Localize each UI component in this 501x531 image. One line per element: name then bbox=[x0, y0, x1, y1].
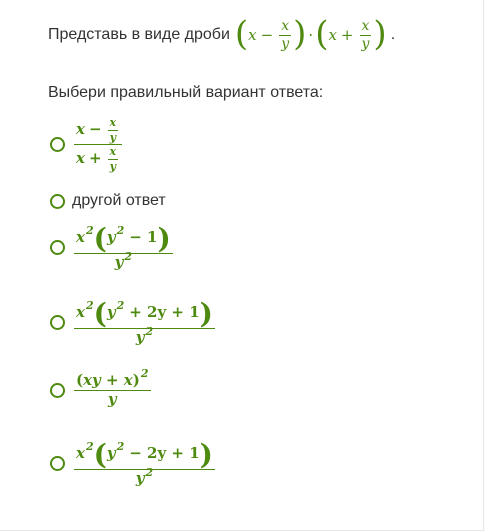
option-2-label: другой ответ bbox=[72, 192, 166, 209]
answer-option-3[interactable] bbox=[50, 224, 175, 271]
task-expression: ( x − $\frac{x}{y}$ ) · ( x + $\frac{x}{y}$ ) bbox=[234, 14, 387, 54]
task-fraction-a: $\frac{x}{y}$ bbox=[281, 17, 290, 52]
task-text: Представь в виде дроби bbox=[48, 26, 230, 43]
option-5-fraction: ( xy + x ) 2 y bbox=[76, 367, 149, 408]
answer-option-6[interactable] bbox=[50, 440, 217, 487]
answer-prompt: Выбери правильный вариант ответа: bbox=[48, 84, 324, 101]
option-6-fraction: x 2 ( y 2 − 2y + 1 ) $y^2$ bbox=[76, 438, 213, 487]
radio-button[interactable] bbox=[50, 383, 65, 398]
radio-button[interactable] bbox=[50, 456, 65, 471]
answer-option-2[interactable] bbox=[50, 192, 166, 210]
answer-option-1[interactable] bbox=[50, 117, 124, 172]
radio-button[interactable] bbox=[50, 194, 65, 209]
option-3-fraction: x 2 ( y 2 − 1 ) $y^2$ bbox=[76, 222, 171, 271]
answer-option-4[interactable] bbox=[50, 299, 217, 346]
option-4-fraction: x 2 ( y 2 + 2y + 1 ) $y^2$ bbox=[76, 297, 213, 346]
answer-option-5[interactable] bbox=[50, 367, 153, 408]
option-1-fraction: x − $\frac{x}{y}$ x + $\frac{x}{y}$ bbox=[74, 117, 122, 172]
task-fraction-b: $\frac{x}{y}$ bbox=[361, 17, 370, 52]
radio-button[interactable] bbox=[50, 240, 65, 255]
radio-button[interactable] bbox=[50, 137, 65, 152]
task-statement: Представь в виде дроби ( x − $\frac{x}{y}$ ) · ( x + $\frac{x}{y}$ ) . bbox=[48, 14, 396, 54]
radio-button[interactable] bbox=[50, 315, 65, 330]
